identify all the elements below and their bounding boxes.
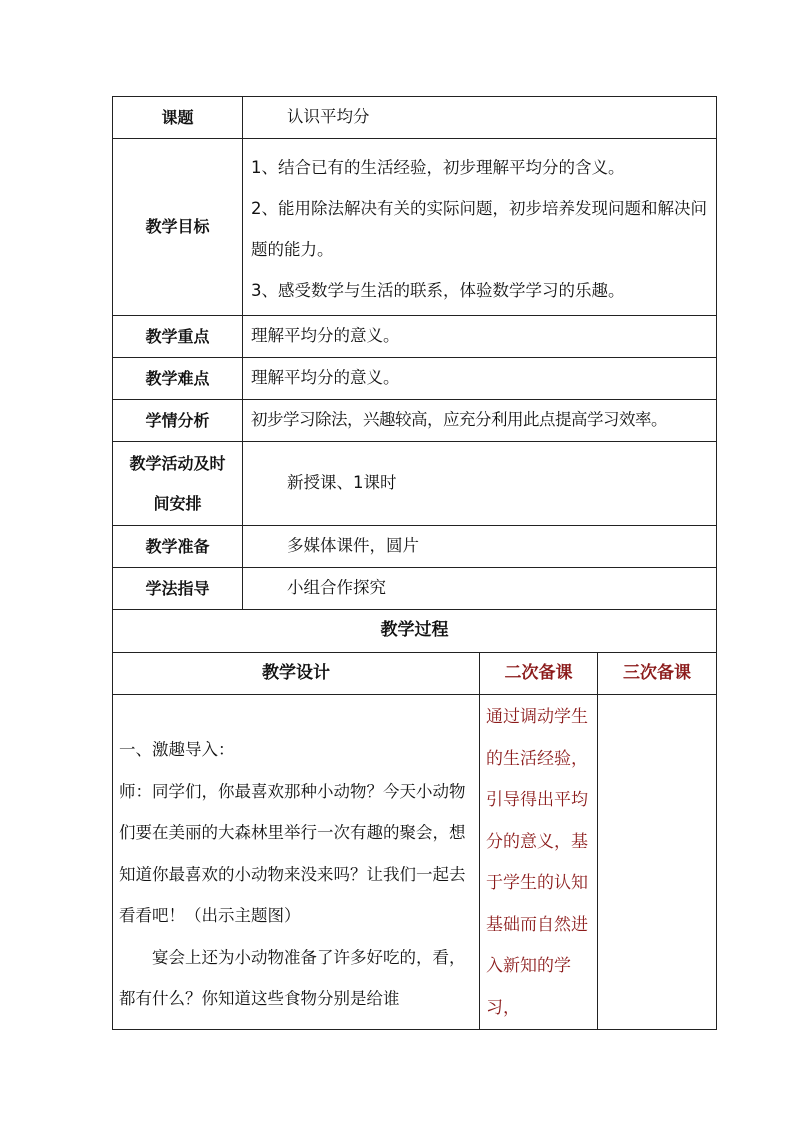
preparation-value: 多媒体课件，圆片 [243,526,717,568]
goals-label: 教学目标 [113,139,243,316]
topic-label: 课题 [113,97,243,139]
method-label: 学法指导 [113,568,243,610]
row-key-point [113,316,717,358]
row-column-headers [113,653,717,695]
design-paragraph-2: 师：同学们，你最喜欢那种小动物？今天小动物们要在美丽的大森林里举行一次有趣的聚会，想知道你最喜欢的小动物来没来吗？让我们一起去看看吧！（出示主题图） [119,781,466,925]
preparation-label: 教学准备 [113,526,243,568]
difficulty-label: 教学难点 [113,358,243,400]
goal-item-2: 2、能用除法解决有关的实际问题，初步培养发现问题和解决问题的能力。 [251,199,707,259]
row-schedule [113,442,717,526]
design-paragraph-3: 宴会上还为小动物准备了许多好吃的，看，都有什么？你知道这些食物分别是给谁 [119,947,466,1008]
row-process-title [113,610,717,653]
lesson-plan-sheet [112,96,716,1030]
third-prep-column-header: 三次备课 [598,653,717,695]
lesson-plan-table [112,96,717,1030]
goals-cell [243,139,717,316]
row-analysis [113,400,717,442]
row-preparation [113,526,717,568]
schedule-label-line2: 间安排 [153,493,202,513]
topic-value: 认识平均分 [243,97,717,139]
third-prep-content [598,695,717,1030]
second-prep-content: 通过调动学生的生活经验，引导得出平均分的意义，基于学生的认知基础而自然进入新知的学习， [480,695,598,1030]
row-method [113,568,717,610]
key-point-value: 理解平均分的意义。 [243,316,717,358]
analysis-label: 学情分析 [113,400,243,442]
row-difficulty [113,358,717,400]
analysis-value: 初步学习除法，兴趣较高，应充分利用此点提高学习效率。 [243,400,717,442]
schedule-label [113,442,243,526]
schedule-value: 新授课、1课时 [243,442,717,526]
key-point-label: 教学重点 [113,316,243,358]
goal-item-1: 1、结合已有的生活经验，初步理解平均分的含义。 [251,158,625,177]
goal-item-3: 3、感受数学与生活的联系，体验数学学习的乐趣。 [251,281,625,300]
design-content [113,695,480,1030]
process-title: 教学过程 [113,610,717,653]
row-process-body [113,695,717,1030]
second-prep-column-header: 二次备课 [480,653,598,695]
row-topic [113,97,717,139]
difficulty-value: 理解平均分的意义。 [243,358,717,400]
method-value: 小组合作探究 [243,568,717,610]
design-column-header: 教学设计 [113,653,480,695]
schedule-label-line1: 教学活动及时 [129,453,226,473]
design-paragraph-1: 一、激趣导入： [119,740,235,759]
row-goals [113,139,717,316]
